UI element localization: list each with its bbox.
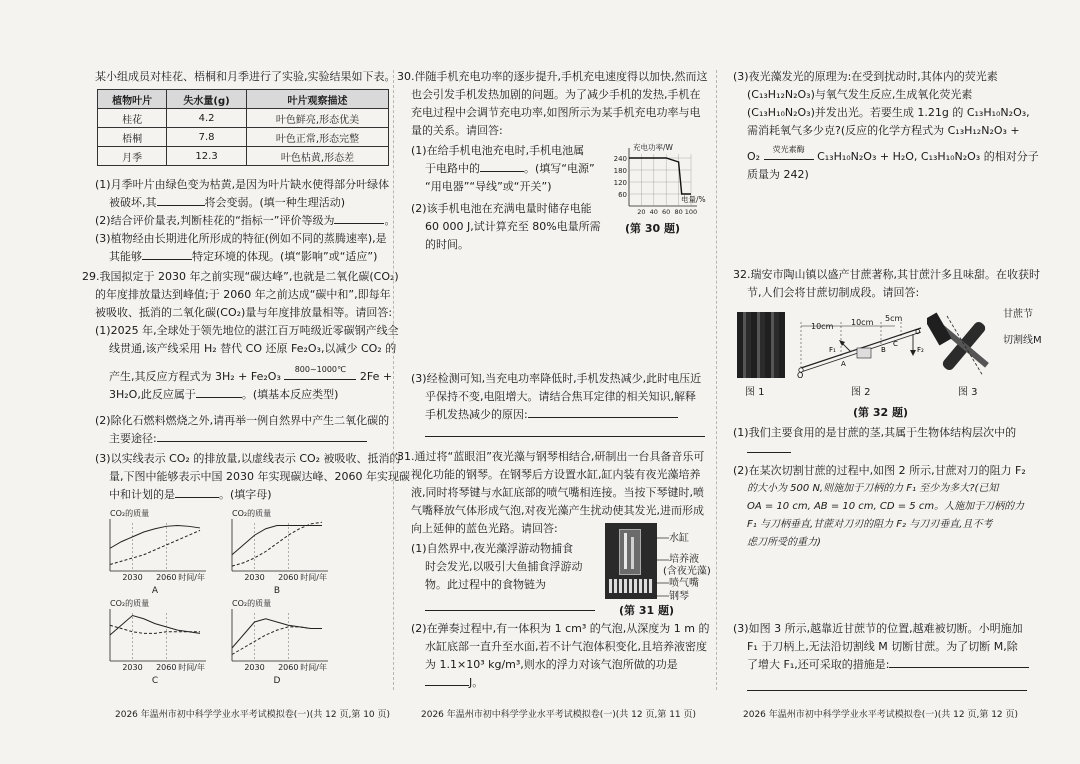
q30-line: “用电器”“导线”或“开关”): [425, 180, 552, 193]
equation-left: 产生,其反应方程式为 3H₂ + Fe₂O₃: [109, 370, 281, 383]
q30-line: [425, 408, 678, 421]
dim-ab: 10cm: [851, 318, 874, 327]
axis-label-x: 电量/%: [681, 195, 706, 204]
q30-line: 30.伴随手机充电功率的逐步提升,手机充电速度得以加快,然而这: [397, 70, 708, 83]
answer-blank[interactable]: [157, 205, 205, 206]
tick-label-x: 2060: [278, 573, 299, 582]
table-cell: 12.3: [167, 147, 247, 166]
q32-line: OA = 10 cm, AB = 10 cm, CD = 5 cm。人施加于刀柄的力: [747, 501, 1025, 512]
tick-label-y: 180: [613, 167, 627, 175]
q28-2-text: (2)结合评价量表,判断桂花的“指标一”评价等级为 。: [95, 214, 396, 227]
svg-text:A: A: [841, 360, 846, 368]
svg-text:B: B: [881, 346, 886, 354]
absorption-line: [232, 627, 322, 655]
tick-label-x: 2060: [278, 663, 299, 672]
tick-label-x: 2060: [156, 573, 177, 582]
q30-line: 也会引发手机发热加剧的问题。为了减少手机的发热,手机在: [411, 88, 701, 101]
tick-label-x: 80: [674, 208, 683, 216]
table-row: [98, 109, 389, 128]
axis-label-y: 充电功率/W: [633, 143, 673, 152]
axis-label-y: CO₂的质量: [232, 509, 272, 518]
q31-3-line: (C₁₃H₁₀N₂O₃)并发出光。若要生成 1.21g 的 C₁₃H₁₀N₂O₃,: [747, 106, 1030, 119]
answer-blank[interactable]: [157, 441, 367, 442]
answer-blank[interactable]: [142, 259, 192, 260]
q31-3-line: (3)夜光藻发光的原理为:在受到扰动时,其体内的荧光素: [733, 70, 998, 83]
q31-3-line: (C₁₃H₁₂N₂O₃)与氧气发生反应,生成氧化荧光素: [747, 88, 973, 101]
svg-text:F₂: F₂: [917, 346, 924, 354]
label-liquid: 培养液: [669, 554, 699, 565]
table-header: 植物叶片: [98, 90, 167, 109]
svg-text:C: C: [893, 340, 898, 348]
q32-line: (3)如图 3 所示,越靠近甘蔗节的位置,越难被切断。小明施加: [733, 622, 1023, 635]
q29-line: (2)除化石燃料燃烧之外,请再举一例自然界中产生二氧化碳的: [95, 414, 390, 427]
reaction-condition: 800~1000℃: [294, 365, 347, 374]
option-label: A: [151, 586, 159, 596]
tick-label-x: 100: [684, 208, 698, 216]
q31-line: 视化功能的钢琴。在钢琴后方设置水缸,缸内装有夜光藻培养: [411, 468, 701, 481]
q29-line: 的年度排放量达到峰值;于 2060 年之前达成“碳中和”,即每年: [95, 288, 391, 301]
q29-line: 量,下图中能够表示中国 2030 年实现碳达峰、2060 年实现碳: [109, 470, 410, 483]
answer-blank[interactable]: [425, 685, 469, 686]
axis-label-x: 时间/年: [178, 573, 205, 582]
label-nozzle: 喷气嘴: [669, 578, 699, 589]
tick-label-x: 2060: [156, 663, 177, 672]
q31-line: 物。此过程中的食物链为: [425, 578, 546, 591]
q28-1-part: 被破坏,其: [109, 196, 157, 209]
sugarcane-photo: [737, 312, 785, 378]
emission-line: [232, 526, 322, 555]
label-cut-line: 切割线M: [1003, 335, 1042, 346]
q31-3-equation: [747, 145, 1039, 163]
q30-line: 60 000 J,试计算充至 80%电量所需: [425, 220, 601, 233]
power-line: [629, 158, 691, 194]
q32-line: 节,人们会将甘蔗切制成段。请回答:: [747, 286, 920, 299]
answer-line[interactable]: [425, 610, 595, 611]
q29-line: (3)以实线表示 CO₂ 的排放量,以虚线表示 CO₂ 被吸收、抵消的: [95, 452, 401, 465]
equation-right: 2Fe +: [359, 370, 393, 383]
table-cell: 月季: [98, 147, 167, 166]
table-cell: 叶色正常,形态完整: [246, 128, 388, 147]
equation-right: C₁₃H₁₀N₂O₃ + H₂O, C₁₃H₁₀N₂O₃ 的相对分子: [817, 150, 1039, 163]
q30-line: 的时间。: [425, 238, 469, 251]
q31-3-line: 需消耗氧气多少克?(反应的化学方程式为 C₁₃H₁₂N₂O₃ +: [747, 124, 1020, 137]
page-footer: 2026 年温州市初中科学学业水平考试模拟卷(一)(共 12 页,第 10 页): [115, 710, 391, 720]
q29-line: [109, 488, 272, 501]
light-beam-shape: [631, 537, 634, 569]
label-piano: 钢琴: [669, 591, 689, 602]
table-cell: 叶色枯黄,形态差: [246, 147, 388, 166]
label-tank: 水缸: [669, 533, 689, 544]
table-header: 叶片观察描述: [246, 90, 388, 109]
table-cell: 梧桐: [98, 128, 167, 147]
q29-line: 线贯通,该产线采用 H₂ 替代 CO 还原 Fe₂O₃,以减少 CO₂ 的: [109, 342, 397, 355]
svg-text:O: O: [797, 371, 804, 380]
co2-chart-D: [232, 598, 328, 685]
q29-line: 被吸收、抵消的二氧化碳(CO₂)量与年度排放量相等。请回答:: [95, 306, 393, 319]
sugarcane-cut-diagram: [927, 306, 997, 386]
equation-left: O₂: [747, 150, 761, 163]
charging-power-chart: [603, 140, 713, 230]
table-cell: 叶色鲜亮,形态优美: [246, 109, 388, 128]
axis-label-y: CO₂的质量: [110, 599, 150, 608]
q32-line: (1)我们主要食用的是甘蔗的茎,其属于生物体结构层次中的: [733, 426, 1017, 439]
page-footer: 2026 年温州市初中科学学业水平考试模拟卷(一)(共 12 页,第 12 页): [743, 710, 1019, 720]
answer-line[interactable]: [747, 690, 1027, 691]
tick-label-x: 2030: [122, 573, 143, 582]
dim-oa: 10cm: [811, 322, 834, 331]
option-label: B: [273, 586, 281, 596]
option-label: D: [273, 676, 281, 685]
figure-caption: (第 31 题): [619, 604, 675, 617]
q30-line: [425, 162, 595, 175]
page-10: [0, 0, 410, 764]
tick-label-x: 40: [649, 208, 658, 216]
dim-cd: 5cm: [885, 314, 903, 323]
q28-3-part: 其能够: [109, 250, 142, 263]
tick-label-x: 60: [662, 208, 671, 216]
axis-label-y: CO₂的质量: [110, 509, 150, 518]
axis-label-y: CO₂的质量: [232, 599, 272, 608]
table-row: [98, 128, 389, 147]
axis-label-x: 时间/年: [300, 663, 327, 672]
answer-blank[interactable]: [747, 452, 791, 453]
q32-line: F₁ 与刀柄垂直,甘蔗对刀刃的阻力 F₂ 与刀刃垂直,且不考: [747, 519, 993, 530]
table-cell: 桂花: [98, 109, 167, 128]
q32-line: 32.瑞安市陶山镇以盛产甘蔗著称,其甘蔗汁多且味甜。在收获时: [733, 268, 1040, 281]
page-12: [715, 0, 1080, 764]
q32-line: 的大小为 500 N,则施加于刀柄的力 F₁ 至少为多大?(已知: [747, 483, 999, 494]
tick-label-y: 240: [613, 155, 627, 163]
emission-line: [232, 619, 322, 648]
q32-line: F₁ 于刀柄上,无法沿切割线 M 切断甘蔗。为了切断 M,除: [747, 640, 1018, 653]
q28-3-part: 特定环境的体现。(填“影响”或“适应”): [192, 250, 378, 263]
table-cell: 4.2: [167, 109, 247, 128]
q32-line: 虑刀所受的重力): [747, 537, 821, 548]
tick-label-y: 60: [618, 191, 627, 199]
figure-caption: (第 32 题): [853, 406, 909, 419]
page-11: [393, 0, 715, 764]
q31-line: 时会发光,以吸引大鱼捕食浮游动: [425, 560, 583, 573]
figure-label: 图 1: [745, 387, 765, 398]
q28-3-text: (3)植物经由长期进化所形成的特征(例如不同的蒸腾速率),是: [95, 232, 387, 245]
q29-part: 3H₂O,此反应属于: [109, 388, 196, 401]
absorption-line: [232, 522, 322, 566]
q31-line: (2)在弹奏过程中,有一体积为 1 cm³ 的气泡,从深度为 1 m 的: [411, 622, 710, 635]
table-row: [98, 147, 389, 166]
q31-line: 液,同时将琴键与水缸底部的喷气嘴相连接。当按下琴键时,喷: [411, 486, 704, 499]
water-tank-shape: [619, 529, 641, 575]
intro-text: 某小组成员对桂花、梧桐和月季进行了实验,实验结果如下表。: [95, 70, 396, 83]
q29-line: [109, 388, 338, 401]
tick-label-y: 120: [613, 179, 627, 187]
co2-chart-B: [232, 508, 328, 596]
reaction-condition: 荧光素酶: [772, 145, 805, 154]
table-header: 失水量(g): [167, 90, 247, 109]
answer-blank[interactable]: [175, 497, 219, 498]
tick-label-x: 2030: [244, 663, 265, 672]
q31-3-line: 质量为 242): [747, 168, 809, 181]
answer-blank[interactable]: [334, 223, 384, 224]
axis-label-x: 时间/年: [178, 663, 205, 672]
absorption-line: [110, 530, 200, 564]
q29-part: 中和计划的是: [109, 488, 175, 501]
q31-line: 为 1.1×10³ kg/m³,则水的浮力对该气泡所做的功是: [425, 658, 678, 671]
table-header-row: [98, 90, 389, 109]
q31-part: J。: [469, 676, 484, 689]
answer-blank[interactable]: [480, 171, 524, 172]
answer-blank[interactable]: [528, 417, 678, 418]
co2-chart-C: [110, 598, 206, 685]
q31-line: 向上延伸的蓝色光路。请回答:: [411, 522, 558, 535]
svg-text:F₁: F₁: [829, 346, 836, 354]
q30-line: 充电过程中会调节充电功率,如图所示为某手机充电功率与电: [411, 106, 701, 119]
piano-photo: [605, 523, 657, 599]
q30-line: 量的关系。请回答:: [411, 124, 503, 137]
q30-line: (1)在给手机电池充电时,手机电池属: [411, 144, 585, 157]
plant-table: [97, 89, 389, 166]
q32-line: [747, 658, 1029, 671]
q29-part: 主要途径:: [109, 432, 157, 445]
svg-text:D: D: [915, 328, 921, 336]
q29-equation: [109, 365, 393, 383]
answer-blank[interactable]: [196, 397, 242, 398]
q30-part: 。(填写“电源”: [524, 162, 595, 175]
q30-line: (2)该手机电池在充满电量时储存电能: [411, 202, 592, 215]
tick-label-x: 2030: [244, 573, 265, 582]
reaction-arrow: [284, 365, 356, 380]
q28-1-part: 将会变弱。(填一种生理活动): [204, 196, 346, 209]
q31-line: (1)自然界中,夜光藻浮游动物捕食: [411, 542, 574, 555]
q29-line: (1)2025 年,全球处于领先地位的湛江百万吨级近零碳钢产线全: [95, 324, 399, 337]
label-liquid-note: (含夜光藻): [663, 566, 711, 577]
q28-2-part: (2)结合评价量表,判断桂花的“指标一”评价等级为: [95, 214, 335, 227]
emission-line: [110, 526, 200, 549]
answer-blank[interactable]: [889, 667, 1029, 668]
axis-label-x: 时间/年: [300, 573, 327, 582]
q31-line: 水缸底部一直升至水面,若不计气泡体积变化,且培养液密度: [425, 640, 707, 653]
q29-line: [109, 432, 367, 445]
q30-line: 乎保持不变,电阻增大。请结合焦耳定律的相关知识,解释: [425, 390, 696, 403]
figure-label: 图 3: [958, 387, 978, 398]
figure-caption: (第 30 题): [625, 222, 681, 235]
q31-line: [425, 676, 483, 689]
q29-part: 。(填基本反应类型): [241, 388, 339, 401]
label-node: 甘蔗节: [1003, 309, 1033, 320]
figure-label: 图 2: [851, 387, 871, 398]
q29-part: 。(填字母): [219, 488, 272, 501]
table-cell: 7.8: [167, 128, 247, 147]
tick-label-x: 2030: [122, 663, 143, 672]
q30-line: (3)经检测可知,当充电功率降低时,手机发热减少,此时电压近: [411, 372, 702, 385]
absorption-line: [110, 625, 200, 633]
q29-line: 29.我国拟定于 2030 年之前实现“碳达峰”,也就是二氧化碳(CO₂): [82, 270, 399, 283]
q30-part: 于电路中的: [425, 162, 480, 175]
label-leader-lines: [655, 530, 671, 600]
q28-1-text-cont: [109, 196, 345, 209]
q32-part: 了增大 F₁,还可采取的措施是:: [747, 658, 890, 671]
co2-chart-A: [110, 508, 206, 596]
q28-3-text-cont: [109, 250, 377, 263]
q32-line: (2)在某次切割甘蔗的过程中,如图 2 所示,甘蔗对刀的阻力 F₂: [733, 464, 1026, 477]
tick-label-x: 20: [637, 208, 646, 216]
q28-1-text: (1)月季叶片由绿色变为枯黄,是因为叶片缺水使得部分叶绿体: [95, 178, 390, 191]
q30-part: 手机发热减少的原因:: [425, 408, 528, 421]
reaction-arrow: [764, 145, 814, 160]
light-beam-shape: [624, 533, 627, 569]
page-footer: 2026 年温州市初中科学学业水平考试模拟卷(一)(共 12 页,第 11 页): [421, 710, 697, 720]
co2-charts: [100, 505, 390, 685]
option-label: C: [151, 676, 159, 685]
q31-line: 31.通过将“蓝眼泪”夜光藻与钢琴相结合,研制出一台具备音乐可: [397, 450, 705, 463]
answer-line[interactable]: [425, 436, 705, 437]
piano-keys-shape: [609, 579, 653, 593]
q31-line: 气嘴释放气体形成气泡,对夜光藻产生扰动使其发光,进而形成: [411, 504, 704, 517]
